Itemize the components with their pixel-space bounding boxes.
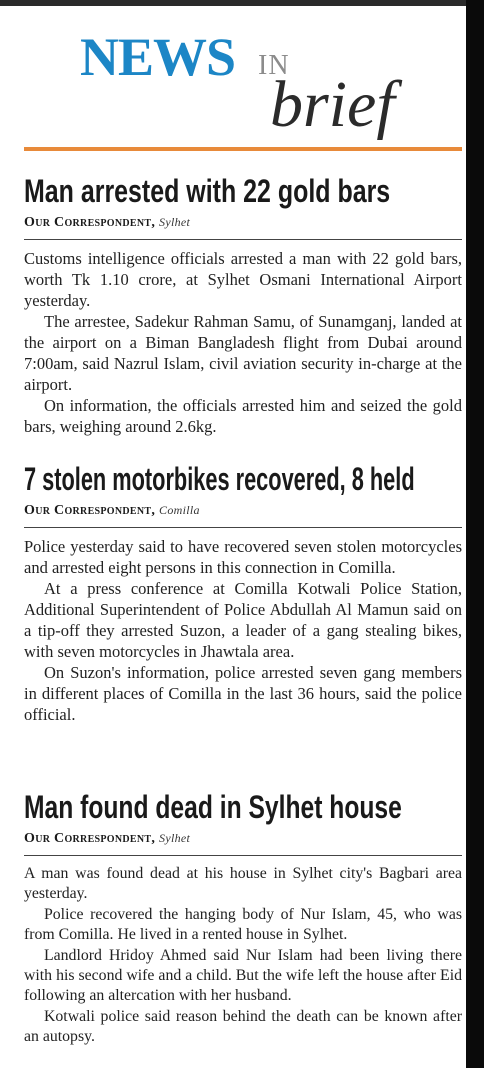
paragraph: Customs intelligence officials arrested a man with 22 gold bars, worth Tk 1.10 crore, at Sylhet Osmani International Airport yesterday. [24, 249, 462, 310]
story-headline: 7 stolen motorbikes recovered, 8 held [24, 461, 415, 497]
byline-rule [24, 855, 462, 856]
paragraph: The arrestee, Sadekur Rahman Samu, of Sunamganj, landed at the airport on a Biman Bangladesh flight from Dubai around 7:00am, said Nazrul Islam, civil aviation security in-charge at the airport. [24, 312, 462, 394]
byline-location: Sylhet [159, 215, 191, 229]
masthead-news: NEWS [80, 27, 236, 87]
masthead-in: IN [258, 50, 290, 81]
masthead-underline [24, 147, 462, 151]
byline-location: Sylhet [159, 831, 191, 845]
story-byline [24, 500, 462, 521]
byline-rule [24, 527, 462, 528]
byline-author: Our Correspondent, [24, 503, 156, 518]
story-body [24, 536, 462, 725]
paragraph: Landlord Hridoy Ahmed said Nur Islam had been living there with his second wife and a child. But the wife left the house after Eid following an altercation with her husband. [24, 946, 462, 1005]
story-gold-bars [24, 172, 462, 437]
paragraph: Police recovered the hanging body of Nur Islam, 45, who was from Comilla. He lived in a rented house in Sylhet. [24, 905, 462, 944]
page-edge-bar [466, 0, 484, 1068]
story-man-found-dead [24, 788, 462, 1048]
paragraph: At a press conference at Comilla Kotwali Police Station, Additional Superintendent of Police Abdullah Al Mamun said on a tip-off they arrested Suzon, a leader of a gang stealing bikes, with seven motorcycles in Jhawtala area. [24, 579, 462, 661]
paragraph: Police yesterday said to have recovered seven stolen motorcycles and arrested eight persons in this connection in Comilla. [24, 537, 462, 577]
story-body [24, 248, 462, 437]
byline-author: Our Correspondent, [24, 215, 156, 230]
story-body [24, 864, 462, 1048]
byline-rule [24, 239, 462, 240]
story-byline [24, 828, 462, 849]
paragraph: On information, the officials arrested him and seized the gold bars, weighing around 2.6kg. [24, 396, 462, 436]
paragraph: Kotwali police said reason behind the death can be known after an autopsy. [24, 1007, 462, 1046]
paragraph: A man was found dead at his house in Sylhet city's Bagbari area yesterday. [24, 865, 462, 903]
news-in-brief-masthead [24, 18, 462, 146]
story-motorbikes [24, 460, 462, 725]
story-headline: Man arrested with 22 gold bars [24, 173, 391, 209]
byline-location: Comilla [159, 503, 200, 517]
top-border-rule [0, 0, 466, 6]
masthead-brief: brief [270, 68, 395, 141]
byline-author: Our Correspondent, [24, 831, 156, 846]
story-byline [24, 212, 462, 233]
paragraph: On Suzon's information, police arrested seven gang members in different places of Comilla in the last 36 hours, said the police official. [24, 663, 462, 724]
story-headline: Man found dead in Sylhet house [24, 789, 402, 825]
